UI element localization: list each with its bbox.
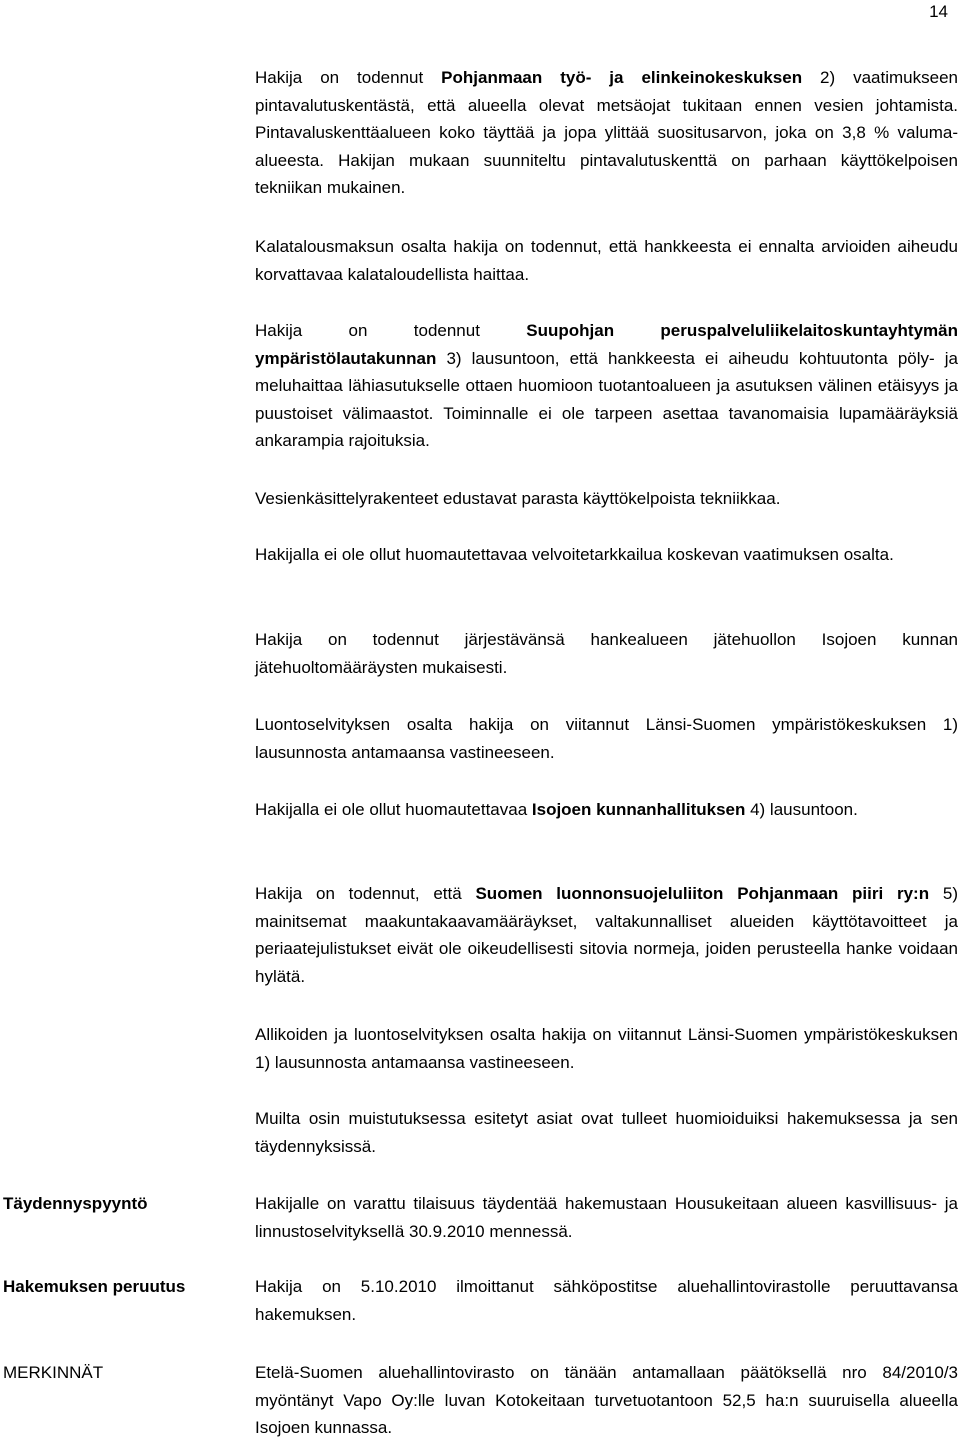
paragraph-muistutus: Muilta osin muistutuksessa esitetyt asiat ovat tulleet huomioiduiksi hakemuksessa ja sen täydennyksissä. [255,1109,958,1156]
paragraph-suupohja: Hakija on todennut Suupohjan peruspalveluliikelaitoskuntayhtymän ympäristölautakunnan 3) lausuntoon, että hankkeesta ei aiheudu kohtuutonta pöly- ja meluhaittaa lähiasutukselle ottaen huomioon tuotantoalueen ja asutuksen välinen etäisyys ja puustoiset välimaastot. Toiminnalle ei ole tarpeen asettaa tavanomaisia lupamääräyksiä ankarampia rajoituksia. [255,321,958,450]
paragraph-allikot: Allikoiden ja luontoselvityksen osalta hakija on viitannut Länsi-Suomen ympäristökeskuksen 1) lausunnosta antamaansa vastineeseen. [255,1025,958,1072]
section-text-merkinnat: Etelä-Suomen aluehallintovirasto on tänään antamallaan päätöksellä nro 84/2010/3 myöntänyt Vapo Oy:lle luvan Kotokeitaan turvetuotantoon 52,5 ha:n suuruisella alueella Isojoen kunnassa. [255,1363,958,1437]
paragraph-luontoselvitys: Luontoselvityksen osalta hakija on viitannut Länsi-Suomen ympäristökeskuksen 1) lausunnosta antamaansa vastineeseen. [255,715,958,762]
section-text-hakemuksen-peruutus: Hakija on 5.10.2010 ilmoittanut sähköpostitse aluehallintovirastolle peruuttavansa hakemuksen. [255,1277,958,1324]
paragraph-velvoitetarkkailu: Hakijalla ei ole ollut huomautettavaa velvoitetarkkailua koskevan vaatimuksen osalta. [255,545,894,564]
page-number: 14 [929,2,948,21]
section-label-taydennyspyynto: Täydennyspyyntö [3,1194,148,1213]
bold-authority-name: Suupohjan peruspalveluliikelaitoskuntayhtymän ympäristölautakunnan [255,321,958,368]
paragraph-pintavalutus: Hakija on todennut Pohjanmaan työ- ja elinkeinokeskuksen 2) vaatimukseen pintavalutuskentästä, että alueella olevat metsäojat tukitaan ennen vesien johtamista. Pintavaluskenttäalueen koko täyttää ja jopa ylittää suositusarvon, joka on 3,8 % valuma-alueesta. Hakijan mukaan suunniteltu pintavalutuskenttä on parhaan käyttökelpoisen tekniikan mukainen. [255,68,958,197]
bold-authority-name: Suomen luonnonsuojeluliiton Pohjanmaan piiri ry:n [475,884,930,903]
bold-authority-name: Pohjanmaan työ- ja elinkeinokeskuksen [441,68,803,87]
paragraph-kunnanhallitus: Hakijalla ei ole ollut huomautettavaa Isojoen kunnanhallituksen 4) lausuntoon. [255,800,858,819]
section-text-taydennyspyynto: Hakijalle on varattu tilaisuus täydentää hakemustaan Housukeitaan alueen kasvillisuus- ja linnustoselvityksellä 30.9.2010 mennessä. [255,1194,958,1241]
paragraph-luonnonsuojeluliitto: Hakija on todennut, että Suomen luonnonsuojeluliiton Pohjanmaan piiri ry:n 5) mainitsemat maakuntakaavamääräykset, valtakunnalliset alueiden käyttötavoitteet ja periaatejulistukset eivät ole oikeudellisesti sitovia normeja, joiden perusteella hanke voidaan hylätä. [255,884,958,986]
section-label-hakemuksen-peruutus: Hakemuksen peruutus [3,1277,186,1296]
paragraph-kalatalousmaksu: Kalatalousmaksun osalta hakija on todennut, että hankkeesta ei ennalta arvioiden aiheudu korvattavaa kalataloudellista haittaa. [255,237,958,284]
paragraph-jatehuolto: Hakija on todennut järjestävänsä hankealueen jätehuollon Isojoen kunnan jätehuoltomääräysten mukaisesti. [255,630,958,677]
section-label-merkinnat: MERKINNÄT [3,1363,104,1382]
bold-authority-name: Isojoen kunnanhallituksen [531,800,746,819]
paragraph-vesienkasittely: Vesienkäsittelyrakenteet edustavat parasta käyttökelpoista tekniikkaa. [255,489,781,508]
